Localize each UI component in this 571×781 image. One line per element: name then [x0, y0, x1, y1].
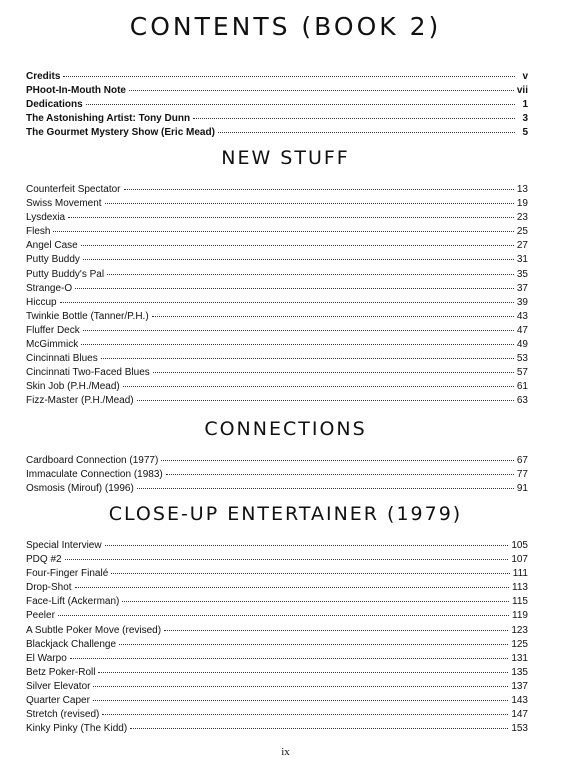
toc-entry-title: Skin Job (P.H./Mead)	[26, 381, 120, 393]
toc-entry	[26, 394, 528, 408]
toc-entry-page: 111	[512, 568, 528, 580]
toc-entry	[26, 553, 528, 567]
toc-entry-title: The Astonishing Artist: Tony Dunn	[26, 113, 191, 125]
toc-entry-page: 43	[516, 310, 528, 322]
toc-entry-page: 57	[516, 367, 528, 379]
toc-entry-page: 143	[511, 695, 528, 707]
toc-entry	[26, 380, 528, 394]
dot-leader	[137, 400, 514, 401]
dot-leader	[107, 274, 514, 275]
dot-leader	[63, 76, 515, 77]
dot-leader	[70, 658, 509, 659]
toc-entry-page: 135	[511, 666, 528, 678]
toc-entry-title: PHoot-In-Mouth Note	[26, 85, 126, 97]
dot-leader	[102, 714, 508, 715]
toc-entry	[26, 624, 528, 638]
dot-leader	[53, 231, 513, 232]
toc-entry-title: Putty Buddy	[26, 254, 80, 266]
dot-leader	[193, 118, 515, 119]
toc-entry-page: 1	[522, 99, 528, 111]
toc-entry-title: Flesh	[26, 226, 51, 238]
toc-entry	[26, 680, 528, 694]
toc-entry-page: 13	[516, 184, 528, 195]
dot-leader	[166, 474, 514, 475]
page-number: ix	[281, 746, 290, 758]
dot-leader	[101, 358, 514, 359]
toc-entry-page: 107	[511, 554, 528, 566]
toc-entry-title: Silver Elevator	[26, 680, 91, 692]
dot-leader	[124, 189, 514, 190]
section-list-new-stuff	[26, 183, 528, 409]
toc-entry	[26, 310, 528, 324]
toc-entry	[26, 324, 528, 338]
toc-entry-title: Lysdexia	[26, 212, 66, 224]
toc-entry-title: Kinky Pinky (The Kidd)	[26, 723, 128, 735]
dot-leader	[105, 545, 509, 546]
toc-entry-page: 47	[516, 324, 528, 336]
toc-entry	[26, 352, 528, 366]
dot-leader	[122, 601, 509, 602]
toc-entry-title: Angel Case	[26, 240, 78, 252]
dot-leader	[164, 630, 508, 631]
toc-entry-page: 3	[522, 113, 528, 125]
toc-entry	[26, 694, 528, 708]
dot-leader	[65, 559, 509, 560]
toc-entry-title: Quarter Caper	[26, 695, 90, 707]
toc-entry	[26, 454, 528, 468]
toc-entry-title: El Warpo	[26, 652, 67, 664]
toc-entry-title: McGimmick	[26, 339, 79, 351]
toc-entry-page: 115	[512, 596, 528, 608]
toc-entry	[26, 211, 528, 225]
dot-leader	[130, 728, 508, 729]
dot-leader	[123, 386, 514, 387]
toc-entry	[26, 70, 528, 84]
toc-entry	[26, 282, 528, 296]
toc-entry-page: 25	[516, 226, 528, 238]
toc-entry-title: Strange-O	[26, 282, 73, 294]
dot-leader	[153, 372, 514, 373]
toc-entry	[26, 652, 528, 666]
toc-entry-title: A Subtle Poker Move (revised)	[26, 624, 162, 636]
section-heading-close-up-entertainer: CLOSE-UP ENTERTAINER (1979)	[108, 503, 463, 525]
toc-entry-page: 53	[516, 353, 528, 365]
dot-leader	[129, 90, 514, 91]
toc-entry	[26, 98, 528, 112]
toc-entry	[26, 595, 528, 609]
toc-entry-page: vii	[516, 85, 528, 97]
toc-entry-page: 147	[511, 709, 528, 721]
dot-leader	[81, 245, 514, 246]
toc-entry-page: 105	[511, 540, 528, 551]
toc-entry	[26, 468, 528, 482]
toc-entry-page: 67	[516, 455, 528, 466]
dot-leader	[152, 316, 514, 317]
toc-entry	[26, 126, 528, 140]
toc-entry-title: Stretch (revised)	[26, 709, 100, 721]
toc-entry	[26, 239, 528, 253]
toc-entry-page: 35	[516, 268, 528, 280]
toc-entry	[26, 581, 528, 595]
toc-entry-title: Fizz-Master (P.H./Mead)	[26, 395, 134, 407]
page-title: CONTENTS (BOOK 2)	[129, 12, 442, 41]
toc-entry-title: The Gourmet Mystery Show (Eric Mead)	[26, 127, 215, 139]
toc-entry-page: 19	[516, 198, 528, 210]
dot-leader	[161, 460, 514, 461]
toc-entry	[26, 225, 528, 239]
toc-entry-title: Face-Lift (Ackerman)	[26, 596, 120, 608]
dot-leader	[98, 672, 508, 673]
dot-leader	[93, 700, 508, 701]
toc-entry-title: Osmosis (Mirouf) (1996)	[26, 483, 134, 495]
toc-entry-title: Cardboard Connection (1977)	[26, 455, 159, 466]
dot-leader	[86, 104, 515, 105]
toc-entry-title: Dedications	[26, 99, 83, 111]
toc-entry-page: 31	[516, 254, 528, 266]
dot-leader	[137, 488, 514, 489]
dot-leader	[83, 259, 514, 260]
toc-entry-title: Swiss Movement	[26, 198, 102, 210]
toc-entry	[26, 84, 528, 98]
section-heading-new-stuff: NEW STUFF	[221, 147, 350, 169]
toc-entry-title: Drop-Shot	[26, 582, 72, 594]
toc-entry	[26, 183, 528, 197]
toc-entry-page: 49	[516, 339, 528, 351]
toc-entry-page: 137	[511, 680, 528, 692]
toc-entry-page: 113	[512, 582, 528, 594]
toc-entry	[26, 567, 528, 581]
toc-entry-page: 131	[511, 652, 528, 664]
dot-leader	[105, 203, 514, 204]
toc-entry-title: Cincinnati Two-Faced Blues	[26, 367, 150, 379]
dot-leader	[93, 686, 508, 687]
toc-entry-title: Peeler	[26, 610, 55, 622]
toc-entry-title: Credits	[26, 71, 61, 82]
toc-entry-title: Betz Poker-Roll	[26, 666, 96, 678]
dot-leader	[75, 587, 509, 588]
toc-entry-page: 77	[516, 469, 528, 481]
dot-leader	[75, 288, 514, 289]
toc-entry-page: 153	[511, 723, 528, 735]
toc-entry	[26, 609, 528, 623]
toc-entry-title: Hiccup	[26, 296, 57, 308]
toc-entry	[26, 112, 528, 126]
front-matter-list	[26, 70, 528, 140]
toc-entry-title: Special Interview	[26, 540, 102, 551]
toc-entry-page: 125	[511, 638, 528, 650]
toc-entry-page: v	[522, 71, 528, 82]
toc-entry-title: Counterfeit Spectator	[26, 184, 121, 195]
toc-entry-title: Four-Finger Finalé	[26, 568, 109, 580]
dot-leader	[81, 344, 514, 345]
dot-leader	[83, 330, 514, 331]
toc-entry-page: 63	[516, 395, 528, 407]
toc-entry	[26, 366, 528, 380]
toc-entry-page: 23	[516, 212, 528, 224]
toc-entry-page: 39	[516, 296, 528, 308]
toc-entry	[26, 666, 528, 680]
toc-entry-page: 123	[511, 624, 528, 636]
toc-entry	[26, 539, 528, 553]
dot-leader	[68, 217, 514, 218]
toc-entry-title: Immaculate Connection (1983)	[26, 469, 163, 481]
dot-leader	[218, 132, 515, 133]
toc-entry-title: Twinkie Bottle (Tanner/P.H.)	[26, 310, 149, 322]
toc-entry-title: Putty Buddy's Pal	[26, 268, 105, 280]
toc-entry	[26, 638, 528, 652]
toc-entry-page: 27	[516, 240, 528, 252]
toc-entry-page: 119	[512, 610, 528, 622]
toc-entry	[26, 268, 528, 282]
toc-entry-title: PDQ #2	[26, 554, 62, 566]
toc-entry	[26, 482, 528, 496]
section-heading-connections: CONNECTIONS	[204, 418, 367, 440]
toc-entry-title: Blackjack Challenge	[26, 638, 117, 650]
toc-entry	[26, 708, 528, 722]
dot-leader	[58, 615, 509, 616]
dot-leader	[119, 644, 508, 645]
toc-entry-page: 37	[516, 282, 528, 294]
dot-leader	[60, 302, 514, 303]
toc-entry	[26, 296, 528, 310]
section-list-close-up-entertainer	[26, 539, 528, 736]
toc-entry	[26, 197, 528, 211]
toc-entry	[26, 253, 528, 267]
section-list-connections	[26, 454, 528, 496]
toc-entry	[26, 338, 528, 352]
dot-leader	[111, 573, 510, 574]
toc-entry-page: 61	[516, 381, 528, 393]
toc-entry	[26, 722, 528, 736]
toc-entry-title: Cincinnati Blues	[26, 353, 98, 365]
toc-entry-title: Fluffer Deck	[26, 324, 80, 336]
toc-entry-page: 5	[522, 127, 528, 139]
toc-entry-page: 91	[516, 483, 528, 495]
